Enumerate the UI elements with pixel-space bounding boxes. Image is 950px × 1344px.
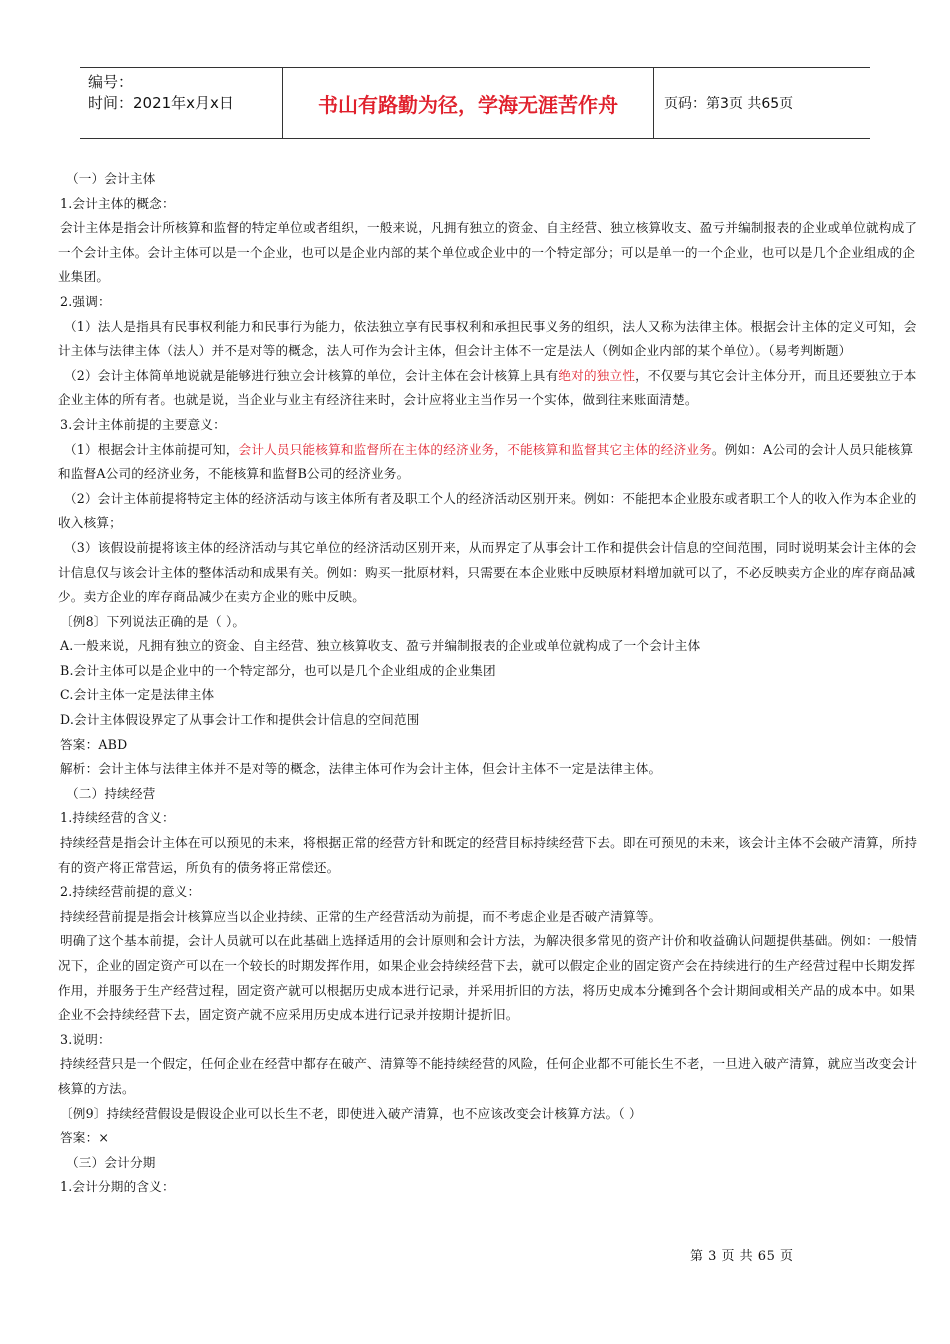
text-run: 。例如：A公司的会计人员只能核算和监督A公司的经济业务，不能核算和监督B公司的经济业务。 [58, 441, 914, 482]
example-option: B.会计主体可以是企业中的一个特定部分，也可以是几个企业组成的企业集团 [60, 662, 496, 678]
paragraph: 2.持续经营前提的意义： [60, 884, 201, 900]
highlighted-text: 绝对的独立性 [558, 367, 636, 383]
section-title: （二）持续经营 [66, 785, 156, 801]
example-option: A.一般来说，凡拥有独立的资金、自主经营、独立核算收支、盈亏并编制报表的企业或单位就构成了一个会计主体 [60, 638, 701, 654]
header-meta [80, 68, 282, 138]
document-time-label: 时间：2021年x月x日 [88, 94, 234, 112]
example-question: 〔例8〕下列说法正确的是（ ）。 [60, 613, 246, 629]
paragraph: 持续经营是指会计主体在可以预见的未来，将根据正常的经营方针和既定的经营目标持续经营下去。即在可预见的未来，该会计主体不会破产清算，所持有的资产将正常营运，所负有的债务将正常偿还。 [58, 835, 918, 875]
example-answer: 答案：ABD [60, 736, 128, 752]
paragraph: 1.会计主体的概念： [60, 195, 175, 211]
text-run: ，不仅要与其它会计主体分开，而且还要独立于本企业主体的所有者。也就是说，当企业与业主有经济往来时，会计应将业主当作另一个实体，做到往来账面清楚。 [58, 367, 917, 408]
section-title: （三）会计分期 [66, 1154, 156, 1170]
paragraph [58, 364, 920, 413]
paragraph: （3）该假设前提将该主体的经济活动与其它单位的经济活动区别开来，从而界定了从事会计工作和提供会计信息的空间范围，同时说明某会计主体的会计信息仅与该会计主体的整体活动和成果有关。例如：购买一批原材料，只需要在本企业账中反映原材料增加就可以了，不必反映卖方企业的库存商品减少。卖方企业的库存商品减少在卖方企业的账中反映。 [58, 539, 917, 605]
header-page-info: 页码：第3页 共65页 [664, 96, 794, 112]
header-motto: 书山有路勤为径，学海无涯苦作舟 [318, 92, 618, 117]
example-explanation: 解析：会计主体与法律主体并不是对等的概念，法律主体可作为会计主体，但会计主体不一定是法律主体。 [60, 761, 662, 777]
highlighted-text: 会计人员只能核算和监督所在主体的经济业务，不能核算和监督其它主体的经济业务 [238, 441, 712, 457]
paragraph: 持续经营前提是指会计核算应当以企业持续、正常的生产经营活动为前提，而不考虑企业是否破产清算等。 [60, 908, 662, 924]
document-number-label: 编号： [88, 73, 134, 91]
paragraph: （2）会计主体前提将特定主体的经济活动与该主体所有者及职工个人的经济活动区别开来。例如：不能把本企业股东或者职工个人的收入作为本企业的收入核算； [58, 490, 917, 531]
example-option: C.会计主体一定是法律主体 [60, 687, 215, 703]
document-body [58, 167, 920, 1200]
paragraph: 1.会计分期的含义： [60, 1179, 175, 1195]
page-footer: 第 3 页 共 65 页 [690, 1249, 794, 1264]
paragraph: 3.会计主体前提的主要意义： [60, 416, 226, 432]
paragraph: （1）法人是指具有民事权利能力和民事行为能力，依法独立享有民事权利和承担民事义务的组织，法人又称为法律主体。根据会计主体的定义可知，会计主体与法律主体（法人）并不是对等的概念，法人可作为会计主体，但会计主体不一定是法人（例如企业内部的某个单位）。（易考判断题） [58, 318, 917, 359]
paragraph: 1.持续经营的含义： [60, 810, 175, 826]
section-title: （一）会计主体 [66, 171, 156, 186]
paragraph: 2.强调： [60, 293, 111, 309]
header-motto-cell [282, 68, 654, 138]
text-run: （2）会计主体简单地说就是能够进行独立会计核算的单位，会计主体在会计核算上具有 [64, 367, 559, 383]
paragraph [58, 438, 920, 487]
example-answer: 答案：× [60, 1130, 110, 1146]
paragraph: 持续经营只是一个假定，任何企业在经营中都存在破产、清算等不能持续经营的风险，任何企业都不可能长生不老，一旦进入破产清算，就应当改变会计核算的方法。 [58, 1056, 918, 1096]
paragraph: 明确了这个基本前提，会计人员就可以在此基础上选择适用的会计原则和会计方法，为解决很多常见的资产计价和收益确认问题提供基础。例如：一般情况下，企业的固定资产可以在一个较长的时期发挥作用，如果企业会持续经营下去，就可以假定企业的固定资产会在持续进行的生产经营过程中长期发挥作用，并服务于生产经营过程，固定资产就可以根据历史成本进行记录，并采用折旧的方法，将历史成本分摊到各个会计期间或相关产品的成本中。如果企业不会持续经营下去，固定资产就不应采用历史成本进行记录并按期计提折旧。 [58, 933, 918, 1023]
paragraph: 会计主体是指会计所核算和监督的特定单位或者组织，一般来说，凡拥有独立的资金、自主经营、独立核算收支、盈亏并编制报表的企业或单位就构成了一个会计主体。会计主体可以是一个企业，也可以是企业内部的某个单位或企业中的一个特定部分；可以是单一的一个企业，也可以是几个企业组成的企业集团。 [58, 220, 918, 285]
paragraph: 3.说明： [60, 1031, 111, 1047]
example-question: 〔例9〕持续经营假设是假设企业可以长生不老，即使进入破产清算，也不应该改变会计核算方法。（ ） [60, 1105, 642, 1121]
text-run: （1）根据会计主体前提可知， [64, 441, 239, 457]
example-option: D.会计主体假设界定了从事会计工作和提供会计信息的空间范围 [60, 712, 420, 728]
page-header [80, 67, 870, 139]
